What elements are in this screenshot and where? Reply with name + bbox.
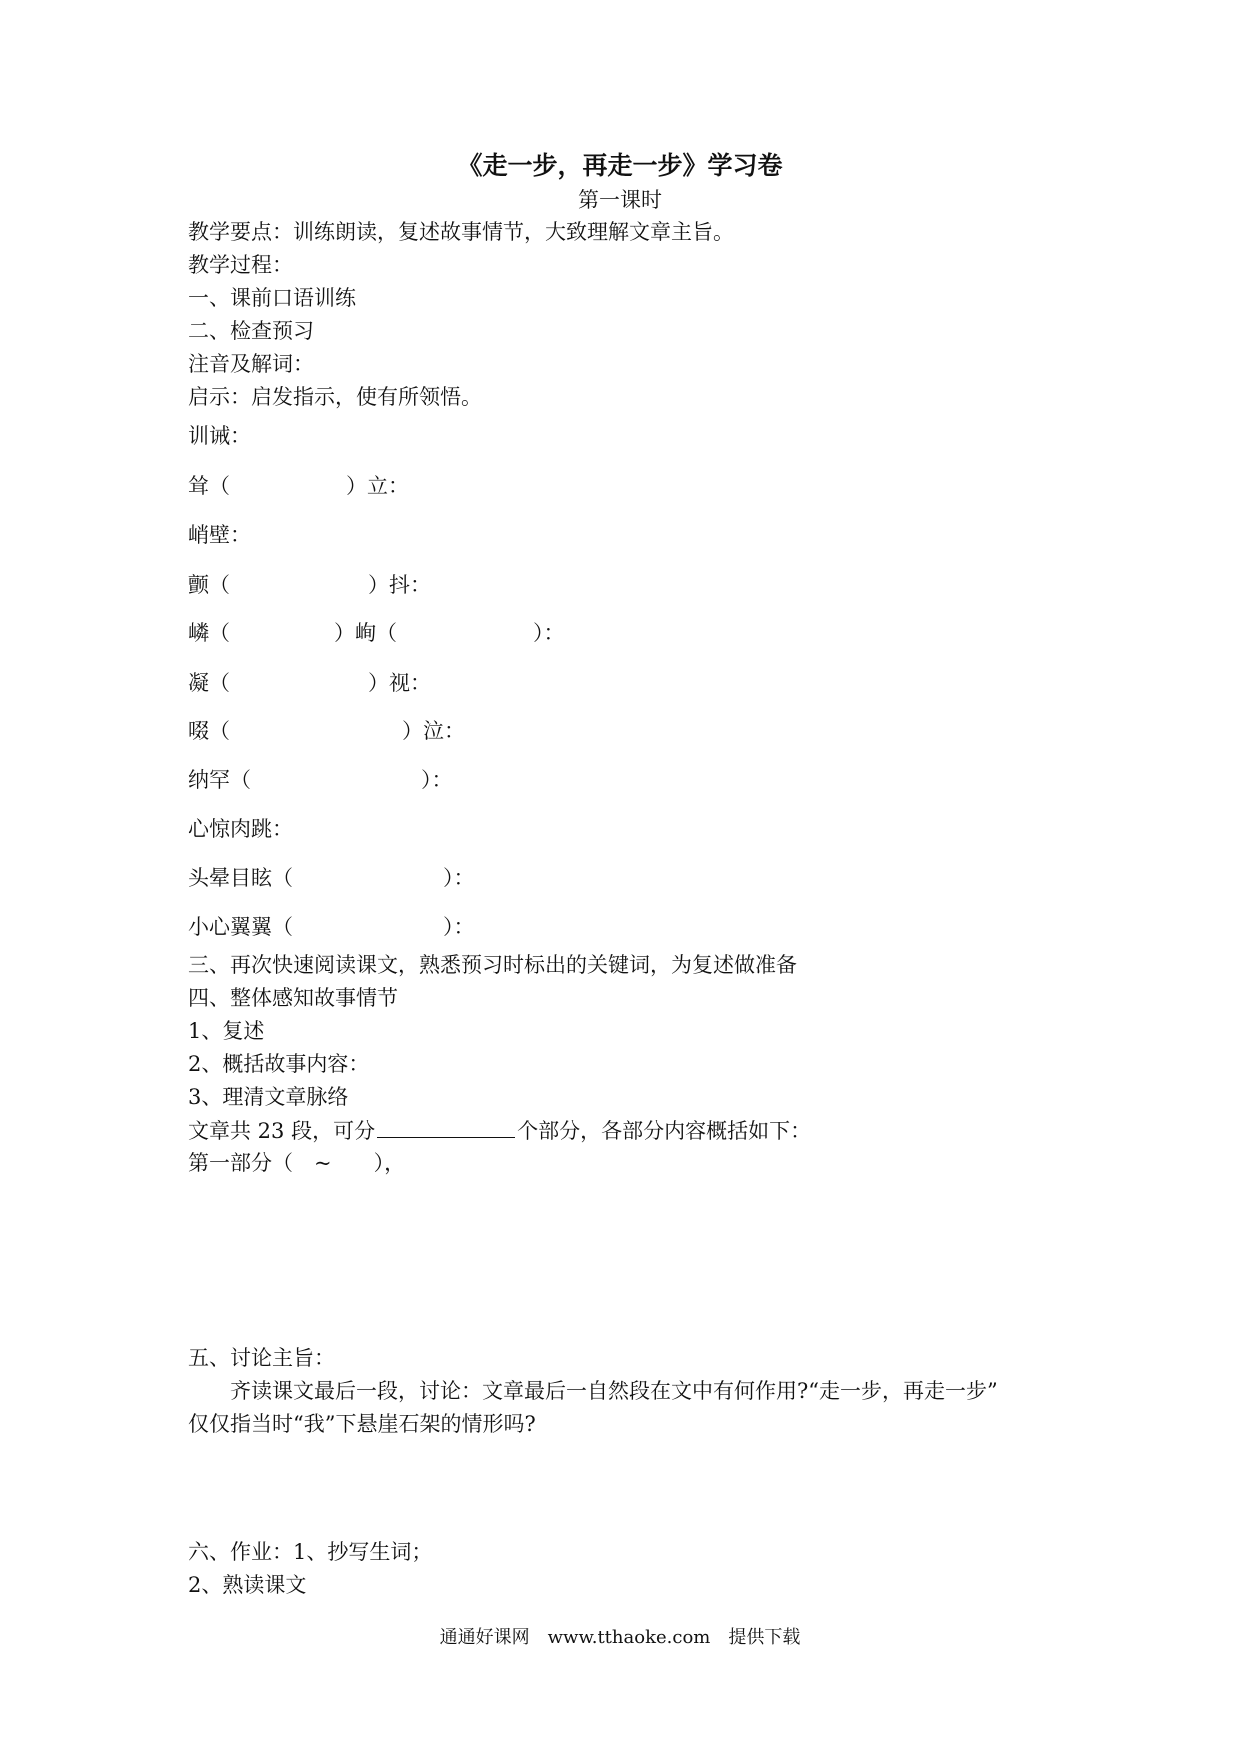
discussion-prompt: 齐读课文最后一段，讨论：文章最后一自然段在文中有何作用?“走一步，再走一步” [230,1379,998,1403]
document-subtitle: 第一课时 [578,188,662,212]
homework-item-two: 2、熟读课文 [188,1573,307,1597]
teaching-points: 教学要点：训练朗读，复述故事情节，大致理解文章主旨。 [188,220,734,244]
document-title: 《走一步，再走一步》学习卷 [457,151,783,180]
vocab-chuoqi-char: 啜（ [188,719,230,743]
vocab-xiaoxin [188,914,475,940]
vocab-nahan-end: ）： [421,768,453,792]
vocab-ningshi-char: 凝（ [188,671,230,695]
vocab-touyun-end: ）： [443,866,475,890]
vocab-songli-char: 耸（ [188,474,230,498]
page-footer: 通通好课网 www.tthaoke.com 提供下载 [439,1627,801,1648]
vocab-linxun-end: ）： [533,621,565,645]
vocab-songli [188,473,409,499]
vocab-qishi: 启示：启发指示，使有所领悟。 [188,385,482,409]
structure-question [188,1117,811,1144]
vocab-nahan-char: 纳罕（ [188,768,251,792]
vocab-touyun-char: 头晕目眩（ [188,866,293,890]
vocab-xunjie: 训诫： [188,424,251,448]
vocab-xinjing: 心惊肉跳： [188,817,293,841]
section-three-heading: 三、再次快速阅读课文，熟悉预习时标出的关键词，为复述做准备 [188,953,797,977]
vocab-ningshi-end: ）视： [368,671,431,695]
structure-question-end: 个部分，各部分内容概括如下： [517,1119,812,1143]
vocab-heading: 注音及解词： [188,352,314,376]
parts-count-blank [377,1117,515,1138]
part-one-line: 第一部分（ ~ ）， [188,1151,406,1175]
section-one-heading: 一、课前口语训练 [188,286,356,310]
vocab-chuoqi [188,718,465,744]
section-six-heading: 六、作业：1、抄写生词； [188,1540,433,1564]
vocab-chandou-end: ）抖： [368,573,431,597]
structure-question-start: 文章共 23 段，可分 [188,1119,376,1143]
vocab-qiaobi: 峭壁： [188,523,251,547]
task-structure: 3、理清文章脉络 [188,1085,349,1109]
vocab-chandou-char: 颤（ [188,573,230,597]
vocab-touyun [188,865,475,891]
section-five-heading: 五、讨论主旨： [188,1346,335,1370]
vocab-ningshi [188,670,431,696]
task-retell: 1、复述 [188,1019,265,1043]
vocab-chandou [188,572,431,598]
task-summarize: 2、概括故事内容： [188,1052,370,1076]
vocab-songli-end: ）立： [346,474,409,498]
vocab-xiaoxin-char: 小心翼翼（ [188,915,293,939]
vocab-xiaoxin-end: ）： [443,915,475,939]
vocab-linxun-char2: ）峋（ [334,621,397,645]
vocab-nahan [188,767,453,793]
vocab-chuoqi-end: ）泣： [402,719,465,743]
discussion-prompt-cont: 仅仅指当时“我”下悬崖石架的情形吗? [188,1412,536,1436]
section-two-heading: 二、检查预习 [188,319,314,343]
section-four-heading: 四、整体感知故事情节 [188,986,398,1010]
vocab-linxun [188,620,565,646]
vocab-linxun-char1: 嶙（ [188,621,230,645]
teaching-process-heading: 教学过程： [188,253,293,277]
